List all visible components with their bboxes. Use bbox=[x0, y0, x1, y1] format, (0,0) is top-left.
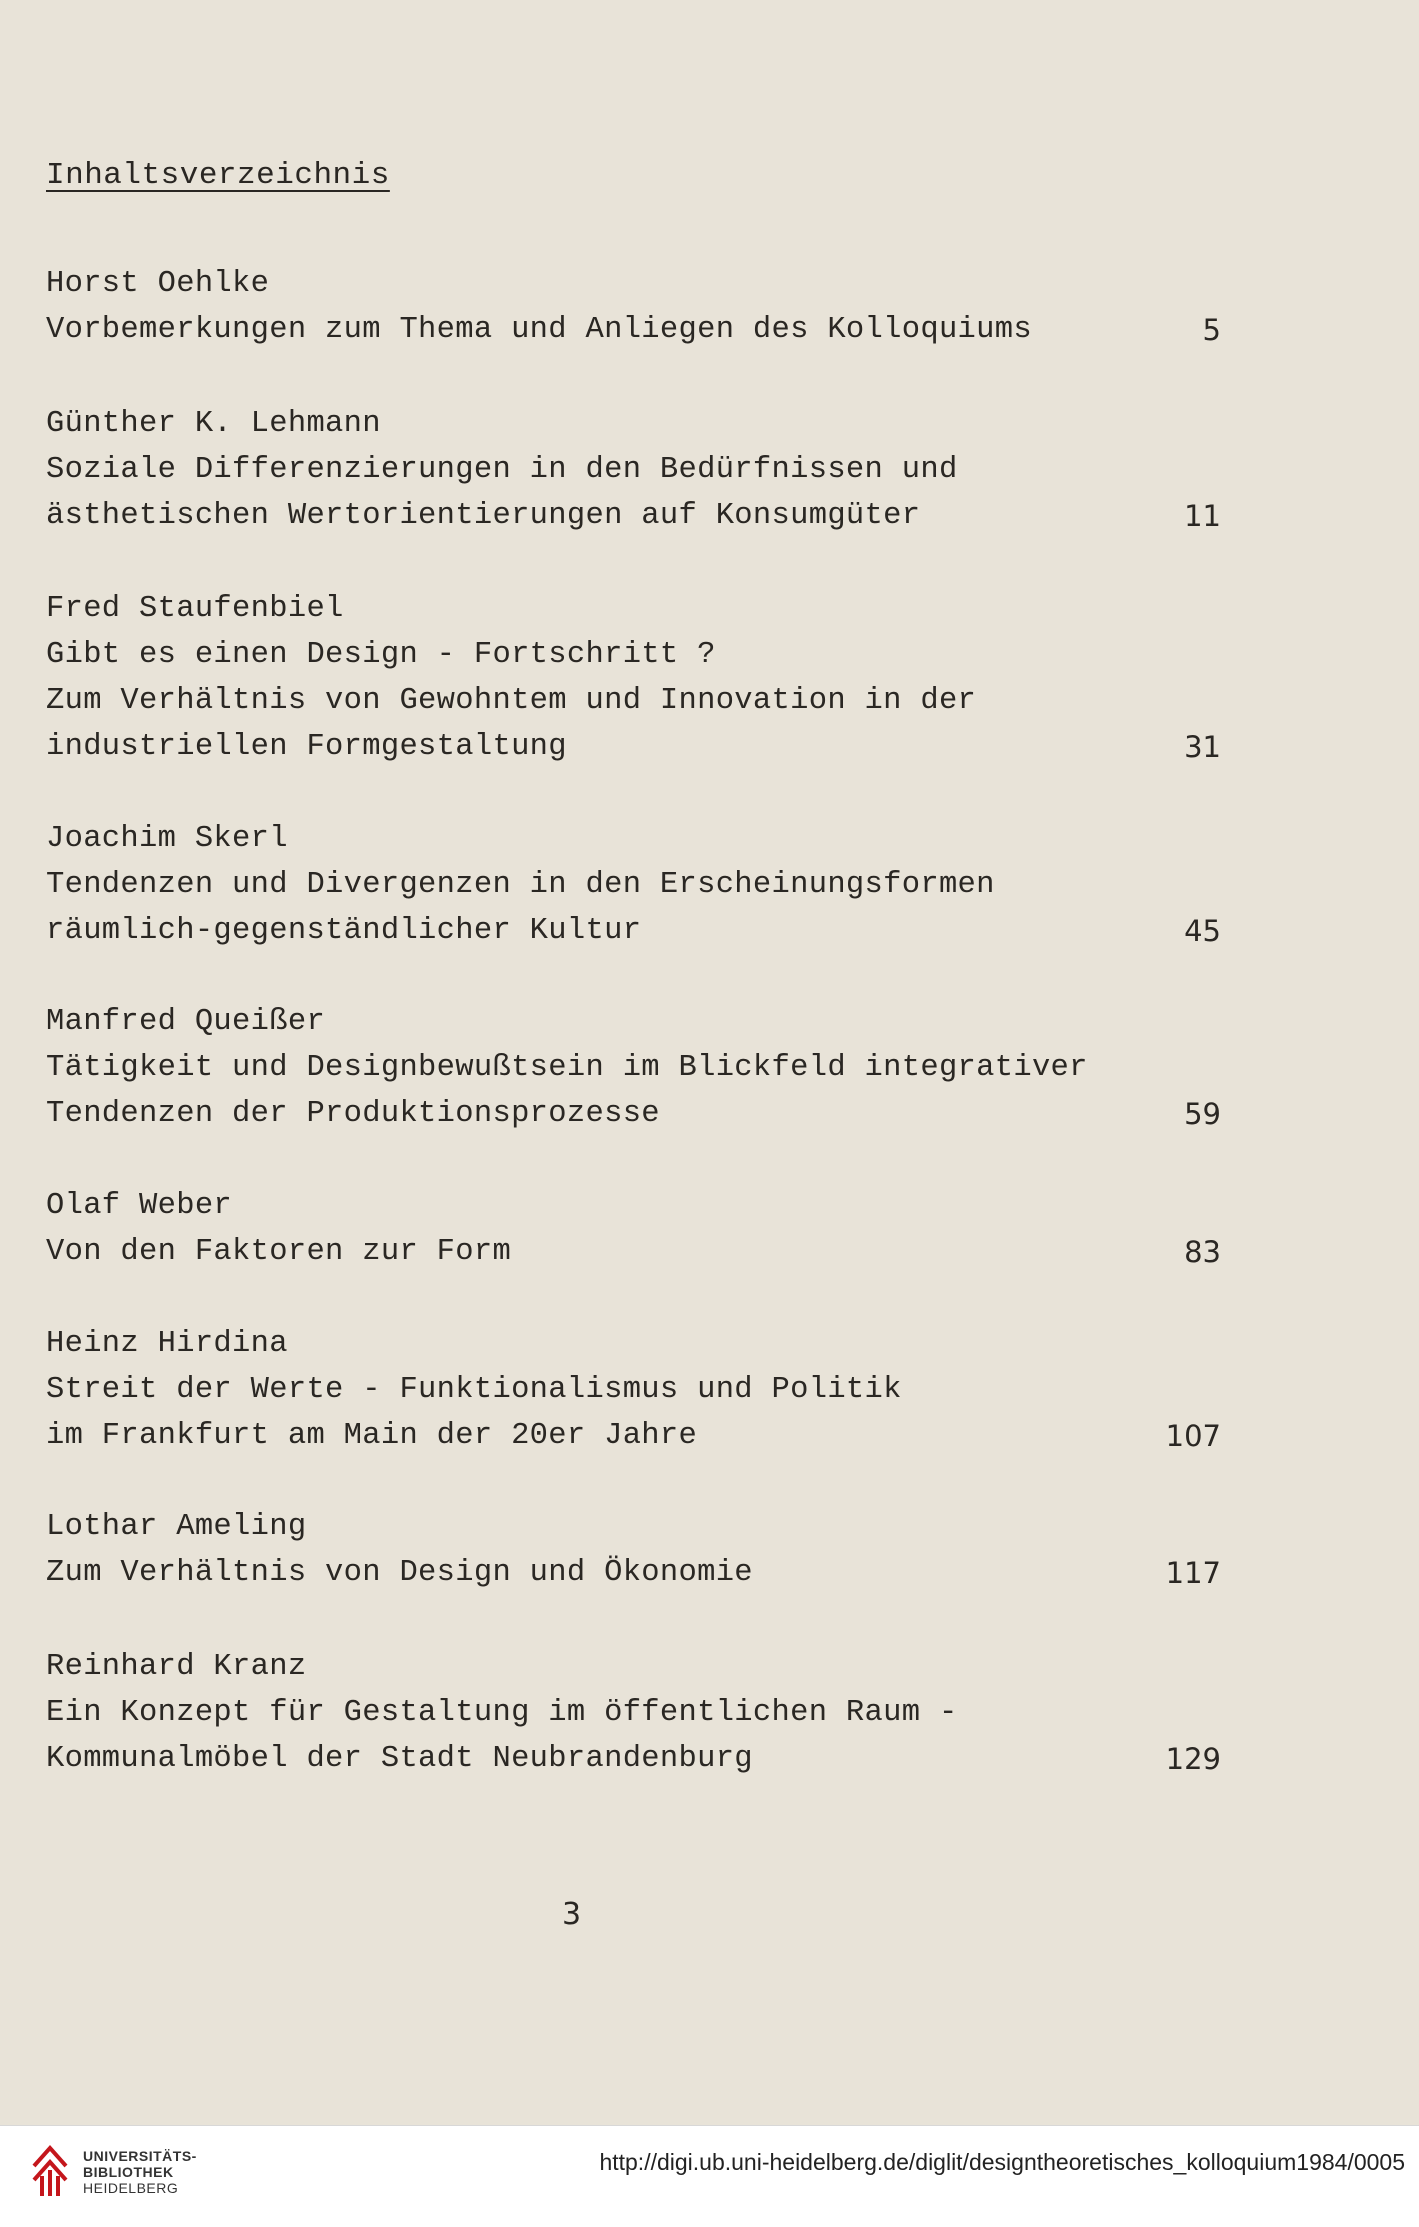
toc-title-line: Ein Konzept für Gestaltung im öffentlichen Raum - bbox=[46, 1696, 958, 1730]
toc-page-number: 117 bbox=[1165, 1556, 1221, 1590]
toc-title-line: Streit der Werte - Funktionalismus und Politik bbox=[46, 1373, 902, 1407]
toc-author: Joachim Skerl bbox=[46, 822, 288, 856]
toc-title-line: Tätigkeit und Designbewußtsein im Blickfeld integrativer bbox=[46, 1051, 1088, 1085]
footer-bar bbox=[0, 2125, 1419, 2227]
toc-title-line: ästhetischen Wertorientierungen auf Konsumgüter bbox=[46, 499, 921, 533]
toc-page-number: 107 bbox=[1165, 1419, 1221, 1453]
toc-title-line: Kommunalmöbel der Stadt Neubrandenburg bbox=[46, 1742, 753, 1776]
toc-page-number: 45 bbox=[1184, 914, 1221, 948]
toc-title-line: Zum Verhältnis von Design und Ökonomie bbox=[46, 1556, 753, 1590]
source-url-link[interactable]: http://digi.ub.uni-heidelberg.de/diglit/designtheoretisches_kolloquium1984/0005 bbox=[599, 2149, 1405, 2175]
toc-title-line: Von den Faktoren zur Form bbox=[46, 1235, 512, 1269]
toc-title-line: Zum Verhältnis von Gewohntem und Innovation in der bbox=[46, 684, 977, 718]
toc-heading: Inhaltsverzeichnis bbox=[46, 158, 390, 193]
library-logo-icon bbox=[30, 2136, 70, 2202]
toc-author: Reinhard Kranz bbox=[46, 1650, 307, 1684]
library-name bbox=[83, 2148, 197, 2196]
toc-title-line: räumlich-gegenständlicher Kultur bbox=[46, 914, 642, 948]
page-folio: 3 bbox=[562, 1897, 582, 1932]
toc-title-line: Vorbemerkungen zum Thema und Anliegen des Kolloquiums bbox=[46, 313, 1032, 347]
toc-title-line: Gibt es einen Design - Fortschritt ? bbox=[46, 638, 716, 672]
toc-page-number: 11 bbox=[1184, 499, 1221, 533]
toc-title-line: Soziale Differenzierungen in den Bedürfnissen und bbox=[46, 453, 958, 487]
toc-author: Fred Staufenbiel bbox=[46, 592, 344, 626]
toc-page-number: 5 bbox=[1202, 313, 1221, 347]
toc-author: Olaf Weber bbox=[46, 1189, 233, 1223]
library-name-line-1: UNIVERSITÄTS- bbox=[83, 2148, 197, 2164]
toc-page-number: 59 bbox=[1184, 1097, 1221, 1131]
toc-page-number: 129 bbox=[1165, 1742, 1221, 1776]
toc-author: Lothar Ameling bbox=[46, 1510, 307, 1544]
library-name-line-3: HEIDELBERG bbox=[83, 2180, 179, 2196]
toc-title-line: Tendenzen der Produktionsprozesse bbox=[46, 1097, 660, 1131]
toc-author: Horst Oehlke bbox=[46, 267, 270, 301]
toc-page-number: 83 bbox=[1184, 1235, 1221, 1269]
library-name-line-2: BIBLIOTHEK bbox=[83, 2164, 174, 2180]
toc-author: Heinz Hirdina bbox=[46, 1327, 288, 1361]
toc-title-line: Tendenzen und Divergenzen in den Erscheinungsformen bbox=[46, 868, 995, 902]
toc-title-line: im Frankfurt am Main der 20er Jahre bbox=[46, 1419, 698, 1453]
toc-title-line: industriellen Formgestaltung bbox=[46, 730, 567, 764]
toc-page-number: 31 bbox=[1184, 730, 1221, 764]
toc-author: Günther K. Lehmann bbox=[46, 407, 381, 441]
toc-author: Manfred Queißer bbox=[46, 1005, 326, 1039]
